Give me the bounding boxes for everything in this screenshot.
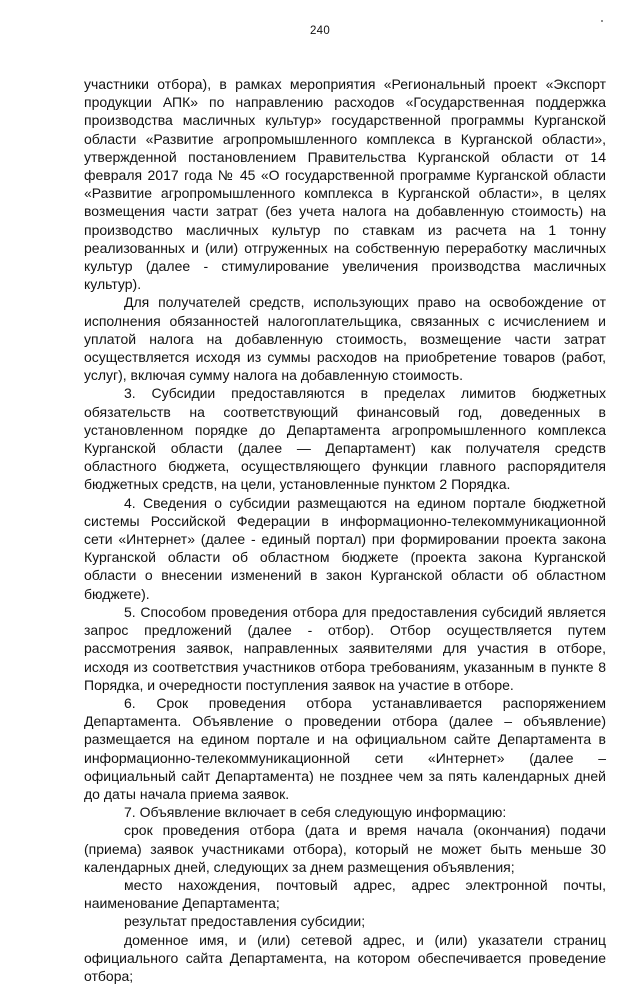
list-item-domain: доменное имя, и (или) сетевой адрес, и (или) указатели страниц официального сайта Департамента, на котором обеспечивается проведение отбора; <box>84 931 606 984</box>
page-number: 240 <box>309 25 331 37</box>
scan-dot-mark <box>601 20 603 22</box>
paragraph-item-5: 5. Способом проведения отбора для предоставления субсидий является запрос предложений (далее - отбор). Отбор осуществляется путем рассмотрения заявок, направленных заявителями для участия в отборе, исходя из соответствия участников отбора требованиям, указанным в пункте 8 Порядка, и очередности поступления заявок на участие в отборе. <box>84 603 606 693</box>
paragraph-item-3: 3. Субсидии предоставляются в пределах лимитов бюджетных обязательств на соответствующий финансовый год, доведенных в установленном порядке до Департамента агропромышленного комплекса Курганской области (далее — Департамент) как получателя средств областного бюджета, осуществляющего функции главного распорядителя бюджетных средств, на цели, установленные пунктом 2 Порядка. <box>84 385 606 493</box>
paragraph-item-6: 6. Срок проведения отбора устанавливается распоряжением Департамента. Объявление о проведении отбора (далее – объявление) размещается на едином портале и на официальном сайте Департамента в информационно-телекоммуникационной сети «Интернет» (далее – официальный сайт Департамента) не позднее чем за пять календарных дней до даты начала приема заявок. <box>84 694 606 802</box>
list-item-location: место нахождения, почтовый адрес, адрес электронной почты, наименование Департамента; <box>84 876 606 912</box>
list-item-result: результат предоставления субсидии; <box>124 913 366 930</box>
paragraph-item-4: 4. Сведения о субсидии размещаются на едином портале бюджетной системы Российской Федерации в информационно-телекоммуникационной сети «Интернет» (далее - единый портал) при формировании проекта закона Курганской области об областном бюджете (проекта закона Курганской области о внесении изменений в закон Курганской области об областном бюджете). <box>84 494 606 602</box>
paragraph-vat-exemption: Для получателей средств, использующих право на освобождение от исполнения обязанностей налогоплательщика, связанных с исчислением и уплатой налога на добавленную стоимость, возмещение части затрат осуществляется исходя из суммы расходов на приобретение товаров (работ, услуг), включая сумму налога на добавленную стоимость. <box>84 294 606 384</box>
list-item-deadline: срок проведения отбора (дата и время начала (окончания) подачи (приема) заявок участниками отбора), который не может быть меньше 30 календарных дней, следующих за днем размещения объявления; <box>84 822 606 875</box>
paragraph-continuation-intro: участники отбора), в рамках мероприятия «Региональный проект «Экспорт продукции АПК» по направлению расходов «Государственная поддержка производства масличных культур» государственной программы Курганской области «Развитие агропромышленного комплекса в Курганской области», утвержденной постановлением Правительства Курганской области от 14 февраля 2017 года № 45 «О государственной программе Курганской области «Развитие агропромышленного комплекса в Курганской области», в целях возмещения части затрат (без учета налога на добавленную стоимость) на производство масличных культур по ставкам из расчета на 1 тонну реализованных и (или) отгруженных на собственную переработку масличных культур (далее - стимулирование увеличения производства масличных культур). <box>84 76 606 293</box>
document-body <box>84 75 606 985</box>
paragraph-item-7: 7. Объявление включает в себя следующую информацию: <box>124 804 507 821</box>
